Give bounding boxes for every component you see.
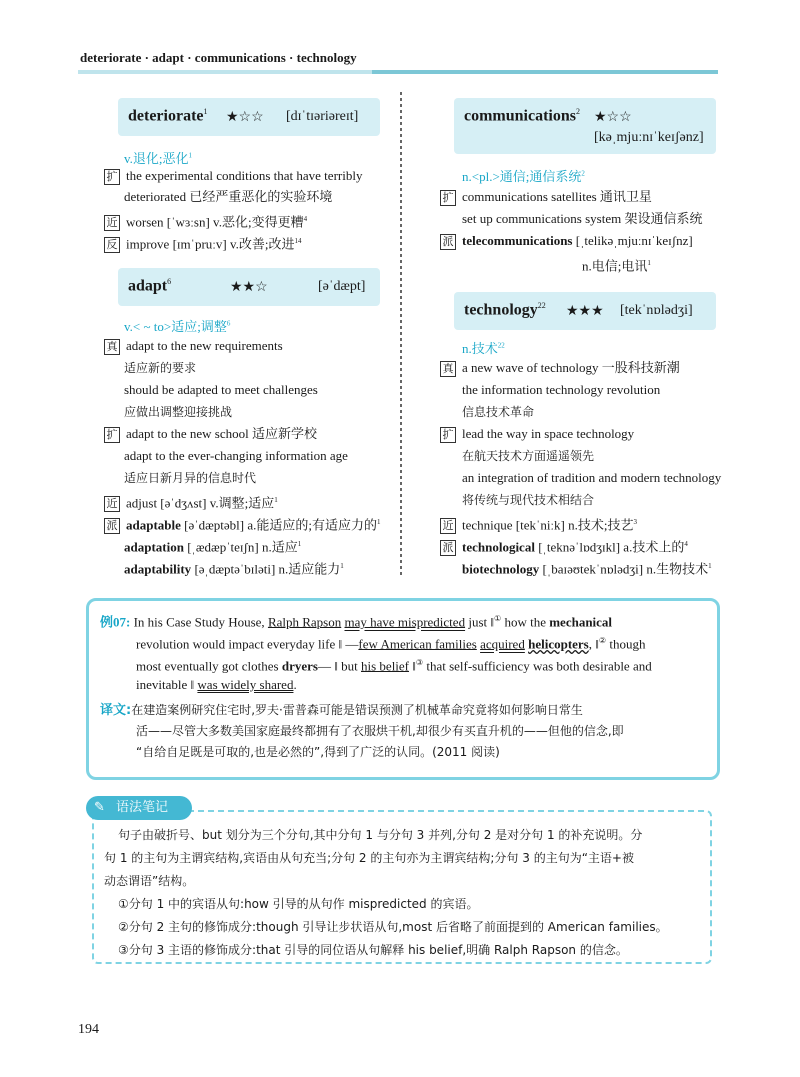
example-line-3: most eventually got clothes dryers— ‖ but his belief ‖③ that self-sufficiency was both desirable and — [136, 658, 652, 674]
entry-technology-head — [454, 292, 716, 330]
frequency-stars: ★★★ — [566, 304, 604, 319]
example-line: set up communications system 架设通信系统 — [462, 211, 703, 226]
example-line: 扩 lead the way in space technology — [440, 424, 634, 444]
translation-line-2: 活——尽管大多数美国家庭最终都拥有了衣服烘干机,却很少有买直升机的——但他的信念,即 — [136, 724, 624, 738]
page-number: 194 — [78, 1022, 99, 1037]
synonym-line: 近 adjust [əˈdʒʌst] v.调整;适应$^1$ — [104, 490, 278, 513]
part-of-speech: v.< ~ to>适应;调整$^6$ — [124, 319, 231, 334]
grammar-item: ③分句 3 主语的修饰成分:that 引导的同位语从句解释 his belief,明确 Ralph Rapson 的信念。 — [118, 943, 628, 957]
synonym-line: 近 technique [tekˈniːk] n.技术;技艺$^3$ — [440, 512, 637, 535]
example-line: an integration of tradition and modern technology — [462, 470, 722, 485]
grammar-paragraph: 句 1 的主句为主谓宾结构,宾语由从句充当;分句 2 的主句亦为主谓宾结构;分句 3 的主句为“主语+被 — [104, 851, 634, 865]
derivative-line: 派 technological [ˌteknəˈlɒdʒɪkl] a.技术上的$^4$ — [440, 534, 688, 557]
frequency-stars: ★★☆ — [230, 280, 268, 295]
headword: deteriorate$^1$ — [128, 107, 208, 125]
example-line: 将传统与现代技术相结合 — [462, 493, 595, 507]
example-line: 扩 communications satellites 通讯卫星 — [440, 187, 652, 207]
grammar-item: ①分句 1 中的宾语从句:how 引导的从句作 mispredicted 的宾语。 — [118, 897, 479, 911]
derivative-line: biotechnology [ˌbaɪəʊtekˈnɒlədʒi] n.生物技术$^1$ — [462, 561, 712, 577]
example-line: 适应新的要求 — [124, 361, 197, 375]
header-rule-accent — [372, 70, 718, 74]
headword: communications$^2$ — [464, 107, 580, 125]
grammar-item: ②分句 2 主句的修饰成分:though 引导让步状语从句,most 后省略了前面提到的 American families。 — [118, 920, 668, 934]
example-line: 适应日新月异的信息时代 — [124, 471, 257, 485]
phonetic: [kəˌmjuːnɪˈkeɪʃənz] — [594, 130, 704, 145]
headword: technology$^{22}$ — [464, 301, 546, 319]
example-line-4: inevitable ‖ was widely shared. — [136, 677, 297, 692]
grammar-paragraph: 句子由破折号、but 划分为三个分句,其中分句 1 与分句 3 并列,分句 2 是对分句 1 的补充说明。分 — [118, 828, 643, 842]
translation-line-1: 译文:在建造案例研究住宅时,罗夫·雷普森可能是错误预测了机械革命究竟将如何影响日常生 — [100, 703, 583, 718]
derivative-line: adaptability [əˌdæptəˈbɪləti] n.适应能力$^1$ — [124, 561, 344, 577]
derivative-line: adaptation [ˌædæpˈteɪʃn] n.适应$^1$ — [124, 539, 302, 555]
example-line: should be adapted to meet challenges — [124, 382, 318, 397]
entry-adapt-head — [118, 268, 380, 306]
example-line: adapt to the ever-changing information age — [124, 448, 348, 463]
grammar-notes-title: ✎ 语法笔记 — [86, 796, 192, 820]
entry-deteriorate-head — [118, 98, 380, 136]
example-line-1: 例07: In his Case Study House, Ralph Rapson may have mispredicted just ‖① how the mechanical — [100, 614, 613, 630]
column-divider — [397, 92, 405, 578]
synonym-line: 近 worsen [ˈwɜːsn] v.恶化;变得更糟$^4$ — [104, 209, 307, 232]
example-line: deteriorated 已经严重恶化的实验环境 — [124, 189, 333, 204]
derivative-line: 派 adaptable [əˈdæptəbl] a.能适应的;有适应力的$^1$ — [104, 512, 380, 535]
grammar-paragraph: 动态谓语”结构。 — [104, 874, 195, 888]
antonym-line: 反 improve [ɪmˈpruːv] v.改善;改进$^{14}$ — [104, 231, 302, 254]
example-line: 扩 adapt to the new school 适应新学校 — [104, 424, 317, 444]
example-line: the information technology revolution — [462, 382, 661, 397]
part-of-speech: n.<pl.>通信;通信系统$^2$ — [462, 169, 585, 184]
phonetic: [dɪˈtɪəriəreɪt] — [286, 109, 359, 124]
phonetic: [tekˈnɒlədʒi] — [620, 303, 693, 318]
pen-icon: ✎ — [94, 800, 105, 815]
part-of-speech: n.技术$^{22}$ — [462, 341, 505, 356]
phonetic: [əˈdæpt] — [318, 279, 366, 294]
example-line: 扩 the experimental conditions that have terribly — [104, 166, 362, 186]
derivative-line: 派 telecommunications [ˌtelikəˌmjuːnɪˈkeɪʃnz] — [440, 231, 693, 251]
derivative-line: n.电信;电讯$^1$ — [582, 258, 651, 274]
example-line: 在航天技术方面遥遥领先 — [462, 449, 595, 463]
example-line: 信息技术革命 — [462, 405, 535, 419]
entry-communications-head — [454, 98, 716, 154]
translation-line-3: “自给自足既是可取的,也是必然的”,得到了广泛的认同。(2011 阅读) — [136, 745, 500, 759]
frequency-stars: ★☆☆ — [594, 110, 632, 125]
headword: adapt$^6$ — [128, 277, 172, 295]
example-line-2: revolution would impact everyday life ‖ —few American families acquired helicopters, ‖② though — [136, 636, 646, 652]
example-line: 应做出调整迎接挑战 — [124, 405, 233, 419]
example-line: 真 adapt to the new requirements — [104, 336, 283, 356]
running-header: deteriorate · adapt · communications · technology — [80, 50, 357, 65]
part-of-speech: v.退化;恶化$^1$ — [124, 151, 193, 166]
example-line: 真 a new wave of technology 一股科技新潮 — [440, 358, 680, 378]
frequency-stars: ★☆☆ — [226, 110, 264, 125]
